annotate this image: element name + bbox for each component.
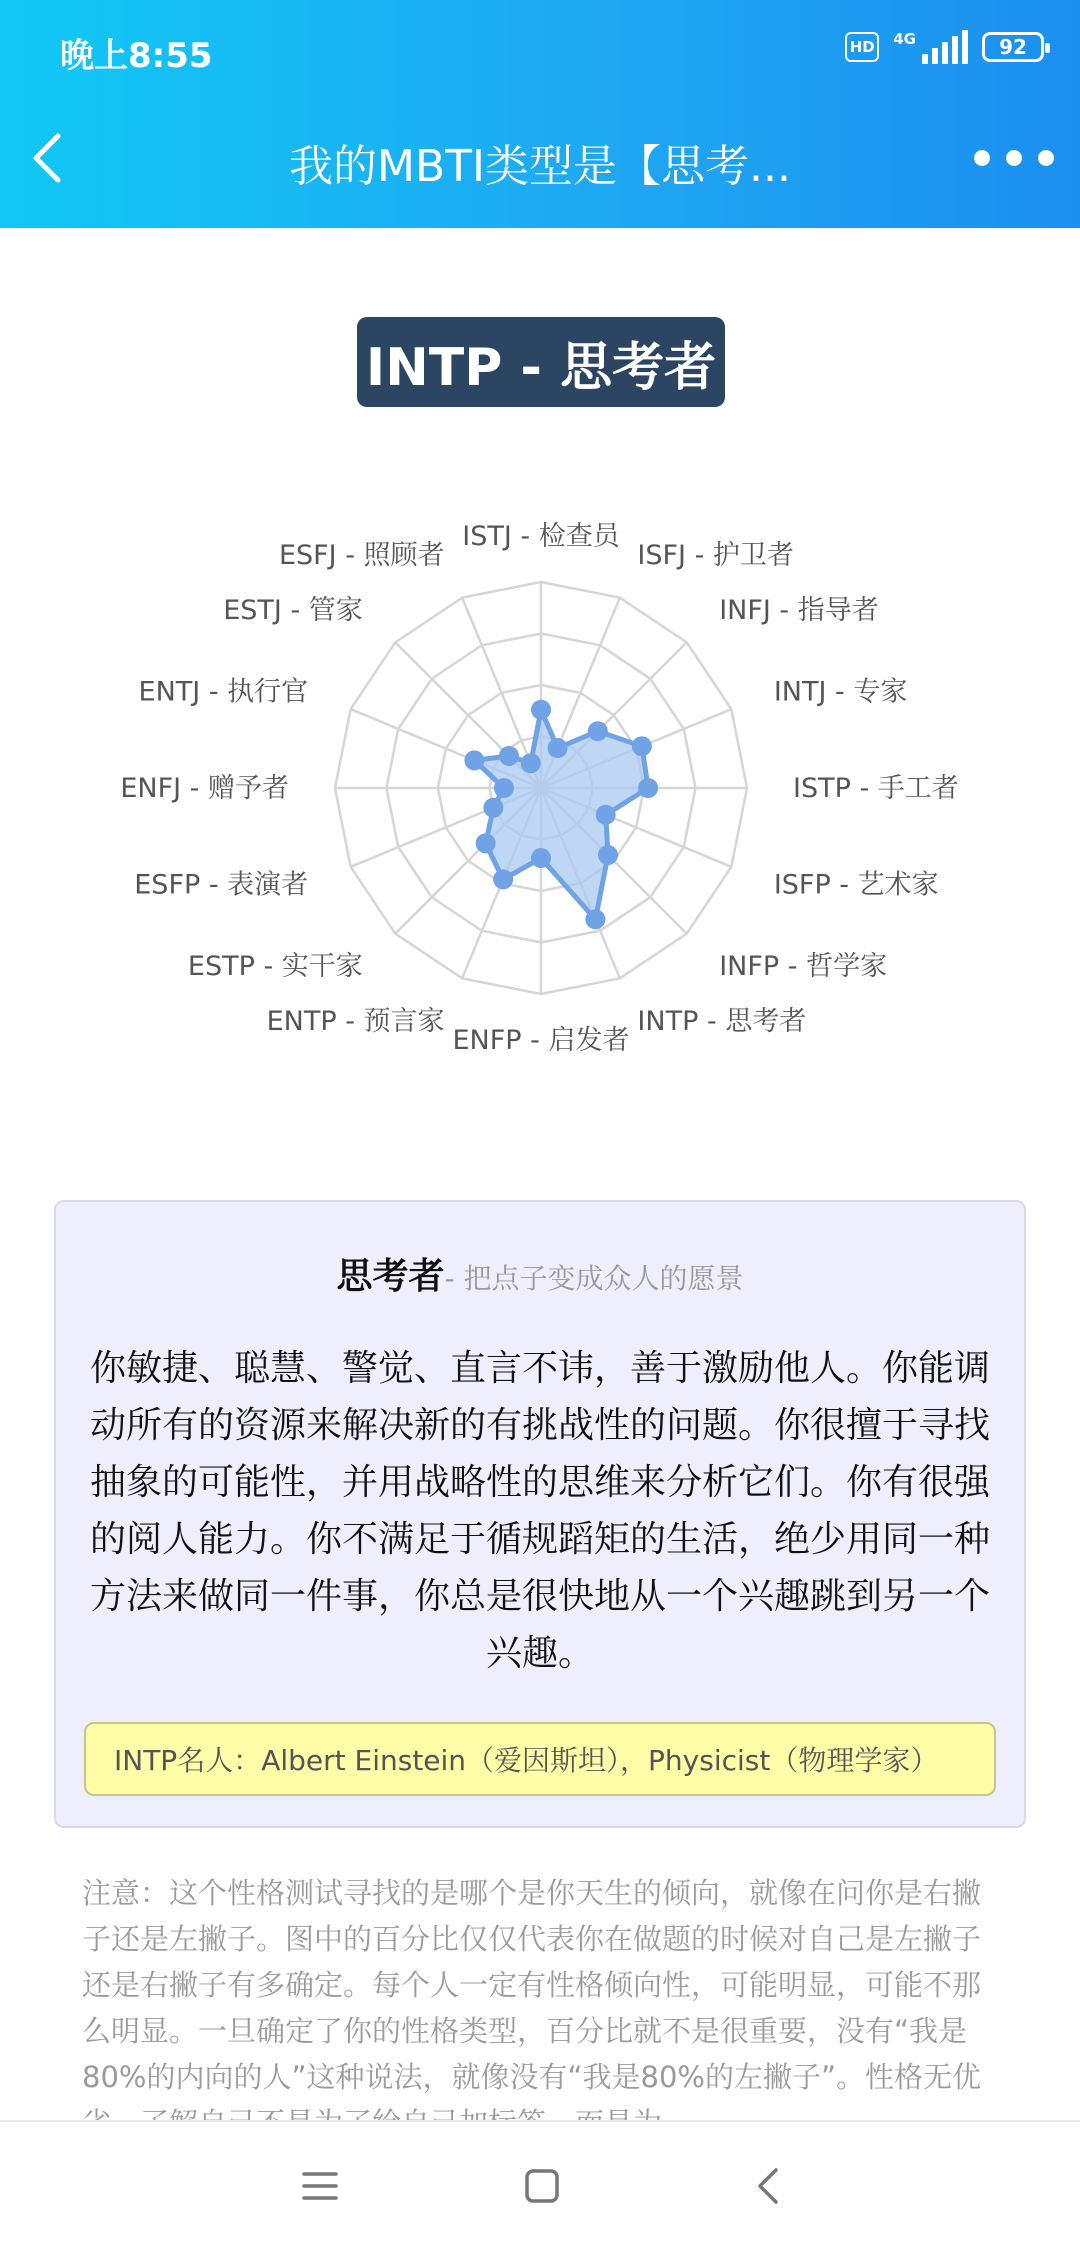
signal-icon [893, 30, 968, 64]
status-time: 晚上8:55 [60, 36, 213, 76]
status-icons [845, 30, 1044, 64]
radar-data-point [531, 700, 551, 720]
radar-axis-label: ENFJ - 赠予者 [120, 773, 289, 804]
radar-data-point [476, 833, 496, 853]
radar-axis-label: ENTP - 预言家 [266, 1005, 445, 1037]
note-text: 注意：这个性格测试寻找的是哪个是你天生的倾向，就像在问你是右撇子还是左撇子。图中的百分比仅仅代表你在做题的时候对自己是左撇子还是右撇子有多确定。每个人一定有性格倾向性，可能明显，可能不那么明显。一旦确定了你的性格类型，百分比就不是很重要，没有“我是80%的内向的人”这种说法，就像没有“我是80%的左撇子”。性格无优 [82, 1876, 982, 2094]
radar-data-point [548, 738, 568, 758]
radar-svg [0, 500, 1080, 1100]
network-type: 4G [893, 30, 916, 48]
battery-level: 92 [999, 35, 1027, 59]
radar-data-point [632, 736, 652, 756]
radar-data-point [588, 721, 608, 741]
radar-axis-label: ESFJ - 照顾者 [278, 540, 445, 572]
radar-axis-label: ISFP - 艺术家 [773, 869, 939, 901]
radar-data-point [598, 845, 618, 865]
radar-axis-label: ESTJ - 管家 [223, 594, 363, 626]
radar-axis-label: ESTP - 实干家 [187, 951, 363, 983]
description-heading [56, 1248, 1024, 1299]
chevron-left-icon [20, 128, 80, 188]
radar-axis-label: INTJ - 专家 [773, 676, 908, 708]
radar-data-point [521, 753, 541, 773]
radar-axis-label: ENFP - 启发者 [452, 1025, 630, 1056]
back-button[interactable] [20, 128, 80, 188]
system-nav-bar [0, 2120, 1080, 2248]
top-bar [0, 0, 1080, 228]
more-options-button[interactable] [974, 140, 1054, 176]
radar-data-point [494, 778, 514, 798]
page-title: 我的MBTI类型是【思考... [289, 141, 791, 192]
menu-button[interactable] [292, 2158, 348, 2214]
radar-data-point [493, 869, 513, 889]
home-square-icon [514, 2158, 570, 2214]
radar-axis-label: ISTP - 手工者 [793, 773, 959, 804]
radar-data-point [638, 778, 658, 798]
more-dot-icon [1006, 150, 1022, 166]
radar-data-point [596, 805, 616, 825]
radar-axis-label: ISFJ - 护卫者 [637, 540, 794, 572]
home-button[interactable] [514, 2158, 570, 2214]
radar-axis-label: INTP - 思考者 [637, 1005, 807, 1037]
radar-axis-label: ISTJ - 检查员 [462, 521, 620, 552]
description-card [54, 1200, 1026, 1828]
more-dot-icon [1038, 150, 1054, 166]
radar-data-point [464, 750, 484, 770]
radar-data-point [531, 848, 551, 868]
radar-axis-label: INFJ - 指导者 [719, 594, 879, 626]
radar-axis-label: ENTJ - 执行官 [138, 676, 309, 708]
back-triangle-icon [742, 2158, 798, 2214]
mbti-radar-chart [0, 500, 1080, 1100]
radar-axis-label: ESFP - 表演者 [134, 869, 309, 901]
menu-icon [292, 2158, 348, 2214]
description-text: 你敏捷、聪慧、警觉、直言不讳，善于激励他人。你能调动所有的资源来解决新的有挑战性的问题。你很擅于寻找抽象的可能性，并用战略性的思维来分析它们。你有很强的阅人能力。你不满足于循规蹈矩的生活，绝少用同一种方法来做同一件事，你总是很快地从一个兴趣跳到另一个兴趣。 [89, 1348, 990, 1674]
radar-data-point [499, 746, 519, 766]
radar-data-point [585, 909, 605, 929]
type-badge: INTP - 思考者 [357, 317, 725, 407]
radar-data-point [483, 798, 503, 818]
type-subtitle: - 把点子变成众人的愿景 [444, 1262, 744, 1295]
hd-icon: HD [845, 32, 879, 62]
battery-icon [982, 32, 1044, 62]
more-dot-icon [974, 150, 990, 166]
type-name: 思考者 [336, 1256, 445, 1297]
radar-axis-label: INFP - 哲学家 [719, 951, 888, 983]
system-back-button[interactable] [742, 2158, 798, 2214]
famous-people-box: INTP名人：Albert Einstein（爱因斯坦），Physicist（物理学家） [84, 1722, 996, 1796]
